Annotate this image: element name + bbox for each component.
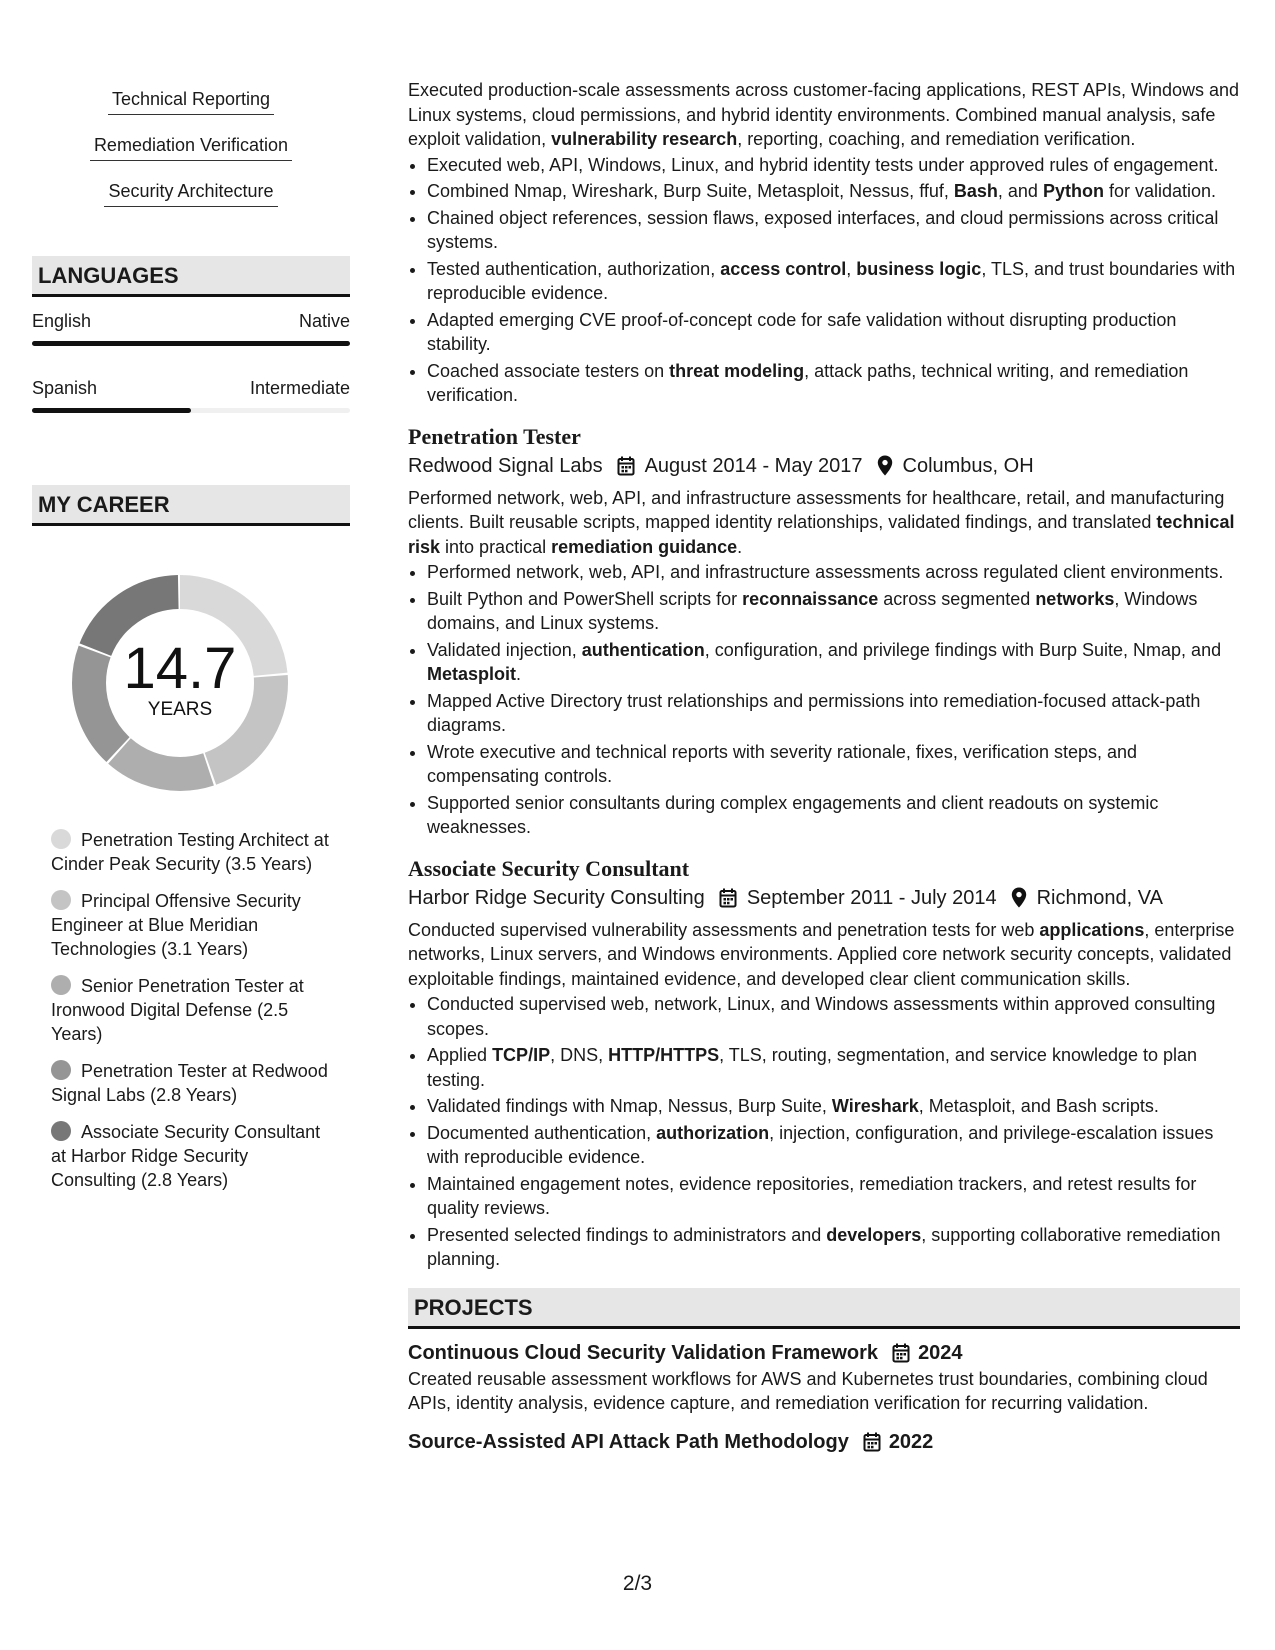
right-column (408, 78, 1240, 1456)
bullet-item: • Documented authentication, authorization, injection, configuration, and privilege-escalation issues with reproducible evidence. (427, 1121, 1240, 1170)
job-dates: August 2014 - May 2017 (644, 454, 863, 477)
job-bullets (408, 153, 1240, 408)
left-column (32, 80, 350, 1205)
language-name: Spanish (32, 378, 98, 398)
career-years-unit: YEARS (147, 699, 213, 720)
company-name: Redwood Signal Labs (408, 454, 603, 477)
job-meta (408, 884, 1240, 912)
language-level: Intermediate (249, 378, 350, 398)
location-pin-icon (877, 455, 893, 476)
bullet-item: • Performed network, web, API, and infrastructure assessments across regulated client environments. (427, 560, 1240, 585)
legend-label: Senior Penetration Tester at Ironwood Digital Defense (2.5 Years) (51, 976, 304, 1044)
job-summary: Performed network, web, API, and infrastructure assessments for healthcare, retail, and manufacturing clients. Built reusable scripts, mapped identity relationships, validated findings, and translated technical risk into practical remediation guidance. (408, 487, 1235, 557)
job-dates: September 2011 - July 2014 (746, 886, 997, 909)
career-donut-chart (65, 568, 295, 798)
bold-keyword: developers (826, 1224, 922, 1245)
legend-dot-icon (51, 890, 71, 910)
bullet-item: • Built Python and PowerShell scripts for reconnaissance across segmented networks, Windows domains, and Linux systems. (427, 587, 1240, 636)
project-entry (408, 1339, 1240, 1416)
job-location: Columbus, OH (902, 454, 1034, 477)
project-title-row (408, 1339, 1240, 1367)
career-legend (32, 828, 331, 1192)
project-description: Created reusable assessment workflows for AWS and Kubernetes trust boundaries, combining cloud APIs, identity analysis, evidence capture, and remediation verification for recurring validation. (408, 1368, 1208, 1413)
job-summary: Conducted supervised vulnerability assessments and penetration tests for web applications, enterprise networks, Linux servers, and Windows environments. Applied core network security concepts, validated exploitable findings, maintained evidence, and developed clear client communication skills. (408, 919, 1235, 989)
job-entry (408, 854, 1240, 1272)
bold-keyword: networks (1035, 588, 1115, 609)
skill-tag: Remediation Verification (90, 126, 292, 161)
company-name: Harbor Ridge Security Consulting (408, 886, 705, 909)
bold-keyword: Wireshark (831, 1096, 919, 1116)
legend-dot-icon (51, 1060, 71, 1080)
language-level: Native (298, 311, 350, 331)
bold-keyword: business logic (856, 258, 982, 279)
legend-label: Penetration Testing Architect at Cinder Peak Security (3.5 Years) (51, 830, 329, 874)
languages-list (32, 309, 350, 413)
bold-keyword: authorization (656, 1122, 770, 1143)
legend-dot-icon (51, 829, 71, 849)
language-proficiency-bar (32, 341, 350, 346)
career-legend-item (51, 828, 331, 876)
job-meta (408, 452, 1240, 480)
bullet-item: • Conducted supervised web, network, Linux, and Windows assessments within approved consulting scopes. (427, 992, 1240, 1041)
bold-keyword: reconnaissance (742, 588, 879, 609)
language-proficiency-bar (32, 408, 350, 413)
languages-heading: LANGUAGES (32, 256, 350, 297)
job-title: Associate Security Consultant (408, 855, 690, 881)
bold-keyword: technical risk (408, 512, 1235, 557)
job-location: Richmond, VA (1036, 886, 1163, 909)
project-year: 2024 (918, 1341, 963, 1364)
legend-label: Principal Offensive Security Engineer at Blue Meridian Technologies (3.1 Years) (51, 891, 301, 959)
bold-keyword: HTTP/HTTPS (608, 1045, 720, 1065)
project-year: 2022 (888, 1430, 934, 1453)
bullet-item: • Chained object references, session flaws, exposed interfaces, and cloud permissions across critical systems. (427, 206, 1240, 255)
calendar-icon (892, 1343, 910, 1363)
bullet-item: • Mapped Active Directory trust relationships and permissions into remediation-focused attack-path diagrams. (427, 689, 1240, 738)
language-proficiency-fill (32, 408, 191, 413)
bold-keyword: Bash (953, 181, 998, 201)
legend-label: Associate Security Consultant at Harbor Ridge Security Consulting (2.8 Years) (51, 1122, 321, 1190)
calendar-icon (617, 456, 635, 476)
bold-keyword: authentication (581, 639, 705, 660)
bold-keyword: threat modeling (669, 360, 805, 381)
job-title: Penetration Tester (408, 423, 581, 449)
bullet-item: • Combined Nmap, Wireshark, Burp Suite, Metasploit, Nessus, ffuf, Bash, and Python for validation. (427, 179, 1240, 204)
bold-keyword: TCP/IP (492, 1045, 551, 1065)
bullet-item: • Applied TCP/IP, DNS, HTTP/HTTPS, TLS, routing, segmentation, and service knowledge to plan testing. (427, 1043, 1240, 1092)
calendar-icon (863, 1432, 881, 1452)
bullet-item: • Validated findings with Nmap, Nessus, Burp Suite, Wireshark, Metasploit, and Bash scripts. (427, 1094, 1240, 1119)
donut-center (65, 568, 295, 798)
career-legend-item (51, 1120, 331, 1192)
bullet-item: • Adapted emerging CVE proof-of-concept code for safe validation without disrupting production stability. (427, 308, 1240, 357)
project-entry (408, 1428, 1240, 1456)
career-total-years: 14.7 (123, 636, 237, 701)
bold-keyword: access control (720, 258, 847, 279)
bullet-item: • Wrote executive and technical reports with severity rationale, fixes, verification steps, and compensating controls. (427, 740, 1240, 789)
career-heading: MY CAREER (32, 485, 350, 526)
legend-dot-icon (51, 975, 71, 995)
bold-keyword: Python (1042, 181, 1104, 201)
skill-tags (32, 80, 350, 218)
language-item (32, 309, 350, 346)
language-item (32, 376, 350, 413)
language-proficiency-fill (32, 341, 350, 346)
bold-keyword: applications (1039, 919, 1145, 940)
bold-keyword: Metasploit (427, 664, 517, 684)
language-name: English (32, 311, 92, 331)
bullet-item: • Tested authentication, authorization, access control, business logic, TLS, and trust boundaries with reproducible evidence. (427, 257, 1240, 306)
bullet-item: • Presented selected findings to administrators and developers, supporting collaborative remediation planning. (427, 1223, 1240, 1272)
calendar-icon (719, 888, 737, 908)
legend-label: Penetration Tester at Redwood Signal Labs (2.8 Years) (51, 1061, 328, 1105)
career-legend-item (51, 889, 331, 961)
bullet-item: • Validated injection, authentication, configuration, and privilege findings with Burp Suite, Nmap, and Metasploit. (427, 638, 1240, 687)
project-title: Continuous Cloud Security Validation Framework (408, 1341, 879, 1364)
skill-tag: Security Architecture (104, 172, 277, 207)
job-summary: Executed production-scale assessments across customer-facing applications, REST APIs, Windows and Linux systems, cloud permissions, and hybrid identity environments. Combined manual analysis, safe exploit validation, vulnerability research, reporting, coaching, and remediation verification. (408, 80, 1240, 149)
bullet-item: • Executed web, API, Windows, Linux, and hybrid identity tests under approved rules of engagement. (427, 153, 1240, 178)
bullet-item: • Coached associate testers on threat modeling, attack paths, technical writing, and remediation verification. (427, 359, 1240, 408)
job-entry (408, 422, 1240, 840)
project-title-row (408, 1428, 1240, 1456)
bullet-item: • Maintained engagement notes, evidence repositories, remediation trackers, and retest results for quality reviews. (427, 1172, 1240, 1221)
project-title: Source-Assisted API Attack Path Methodology (408, 1430, 849, 1453)
location-pin-icon (1011, 887, 1027, 908)
career-legend-item (51, 1059, 331, 1107)
projects-heading: PROJECTS (408, 1288, 1240, 1329)
legend-dot-icon (51, 1121, 71, 1141)
bold-keyword: vulnerability research (551, 129, 738, 149)
bullet-item: • Supported senior consultants during complex engagements and client readouts on systemic weaknesses. (427, 791, 1240, 840)
job-bullets (408, 992, 1240, 1272)
career-legend-item (51, 974, 331, 1046)
skill-tag: Technical Reporting (108, 80, 274, 115)
page-number: 2/3 (622, 1572, 653, 1595)
job-bullets (408, 560, 1240, 840)
bold-keyword: remediation guidance (551, 536, 738, 557)
